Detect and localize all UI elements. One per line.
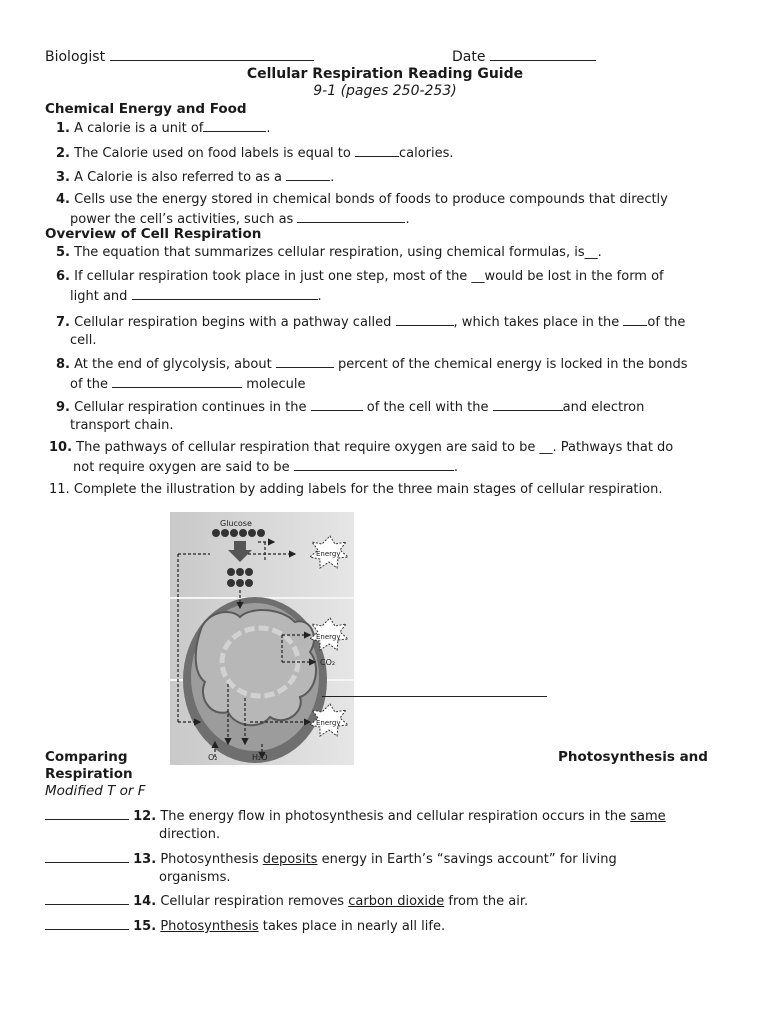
question-2 (56, 143, 454, 163)
question-3 (56, 167, 334, 187)
question-text: percent of the chemical energy is locked in the bonds (337, 357, 688, 372)
question-number: 1. (56, 121, 70, 136)
question-text: The Calorie used on food labels is equal to (74, 146, 351, 161)
question-text: organisms. (159, 870, 231, 885)
question-text: from the air. (448, 894, 529, 909)
question-5 (56, 244, 602, 262)
answer-blank[interactable] (112, 374, 242, 388)
biologist-field (45, 47, 314, 65)
question-6 (56, 268, 664, 306)
answer-blank[interactable] (297, 209, 405, 223)
question-text: . (317, 289, 322, 304)
answer-blank[interactable] (311, 397, 363, 411)
underlined-term: Photosynthesis (160, 919, 259, 934)
date-blank[interactable] (490, 47, 596, 61)
question-7 (56, 312, 685, 350)
question-12 (45, 806, 666, 844)
question-number: 10. (49, 440, 73, 455)
diagram-label-blank[interactable] (322, 696, 547, 697)
energy-label: Energy (316, 719, 341, 727)
date-label: Date (452, 49, 486, 65)
question-number: 9. (56, 400, 70, 415)
energy-label: Energy (316, 550, 341, 558)
biologist-label: Biologist (45, 49, 106, 65)
question-text: Cellular respiration continues in the (74, 400, 307, 415)
question-text: , which takes place in the (453, 315, 620, 330)
question-11 (49, 481, 662, 499)
question-number: 5. (56, 245, 70, 260)
question-1 (56, 118, 271, 138)
question-text: takes place in nearly all life. (262, 919, 446, 934)
glucose-label: Glucose (220, 519, 252, 528)
section-heading-respiration: Respiration (45, 766, 133, 782)
page-title: Cellular Respiration Reading Guide (246, 66, 524, 82)
answer-blank[interactable] (45, 849, 129, 863)
question-text: Cellular respiration begins with a pathway called (74, 315, 392, 330)
question-9 (56, 397, 644, 435)
h2o-label: H₂O (252, 753, 268, 762)
question-text: Cells use the energy stored in chemical bonds of foods to produce compounds that directly (74, 192, 668, 207)
date-field (452, 47, 596, 65)
question-text: transport chain. (70, 418, 174, 433)
question-number: 15. (133, 919, 157, 934)
answer-blank[interactable] (286, 167, 330, 181)
section-subheading: Modified T or F (45, 783, 146, 799)
question-text: and electron (562, 400, 645, 415)
answer-blank[interactable] (493, 397, 563, 411)
question-text: not require oxygen are said to be (73, 460, 290, 475)
question-number: 2. (56, 146, 70, 161)
question-text: Photosynthesis (160, 852, 259, 867)
question-text: The equation that summarizes cellular respiration, using chemical formulas, is__. (74, 245, 602, 260)
question-8 (56, 354, 688, 394)
section-heading-chemical-energy: Chemical Energy and Food (45, 101, 247, 117)
section-heading-photosynthesis: Photosynthesis and (558, 749, 708, 765)
question-text: molecule (246, 377, 306, 392)
question-text: A Calorie is also referred to as a (74, 170, 283, 185)
energy-label: Energy (316, 633, 341, 641)
question-text: The energy flow in photosynthesis and cellular respiration occurs in the (160, 809, 627, 824)
underlined-term: carbon dioxide (348, 894, 445, 909)
question-number: 13. (133, 852, 157, 867)
cellular-respiration-diagram (170, 512, 354, 765)
biologist-blank[interactable] (110, 47, 314, 61)
question-text: power the cell’s activities, such as (70, 212, 294, 227)
question-text: At the end of glycolysis, about (74, 357, 272, 372)
question-text: calories. (398, 146, 454, 161)
question-text: of the (647, 315, 686, 330)
question-text: energy in Earth’s “savings account” for living (321, 852, 617, 867)
question-text: of the cell with the (366, 400, 489, 415)
answer-blank[interactable] (132, 286, 318, 300)
question-text: Cellular respiration removes (160, 894, 345, 909)
question-text: light and (70, 289, 128, 304)
question-text: . (405, 212, 410, 227)
question-text: The pathways of cellular respiration that require oxygen are said to be __. Pathways that do (76, 440, 674, 455)
answer-blank[interactable] (203, 118, 266, 132)
question-14 (45, 891, 528, 911)
underlined-term: deposits (262, 852, 318, 867)
answer-blank[interactable] (623, 312, 647, 326)
question-number: 8. (56, 357, 70, 372)
question-number: 12. (133, 809, 157, 824)
question-number: 6. (56, 269, 70, 284)
question-13 (45, 849, 617, 887)
question-10 (49, 439, 673, 477)
question-number: 14. (133, 894, 157, 909)
question-text: direction. (159, 827, 221, 842)
question-number: 4. (56, 192, 70, 207)
underlined-term: same (630, 809, 666, 824)
question-text: cell. (70, 333, 97, 348)
question-text: . (453, 460, 458, 475)
answer-blank[interactable] (45, 806, 129, 820)
question-text: . (266, 121, 271, 136)
question-text: A calorie is a unit of (74, 121, 204, 136)
answer-blank[interactable] (276, 354, 334, 368)
page-subtitle: 9-1 (pages 250-253) (313, 83, 457, 99)
co2-label: CO₂ (320, 658, 336, 667)
section-heading-overview: Overview of Cell Respiration (45, 226, 262, 242)
answer-blank[interactable] (355, 143, 399, 157)
question-number: 7. (56, 315, 70, 330)
question-15 (45, 916, 445, 936)
question-text: If cellular respiration took place in just one step, most of the __would be lost in the form of (74, 269, 664, 284)
question-number: 3. (56, 170, 70, 185)
question-text: Complete the illustration by adding labels for the three main stages of cellular respiration. (73, 482, 663, 497)
answer-blank[interactable] (45, 916, 129, 930)
answer-blank[interactable] (294, 457, 454, 471)
question-4 (56, 191, 668, 229)
answer-blank[interactable] (396, 312, 454, 326)
question-text: of the (70, 377, 108, 392)
o2-label: O₂ (208, 753, 218, 762)
question-number: 11. (49, 482, 70, 497)
section-heading-comparing: Comparing (45, 749, 128, 765)
answer-blank[interactable] (45, 891, 129, 905)
question-text: . (330, 170, 335, 185)
